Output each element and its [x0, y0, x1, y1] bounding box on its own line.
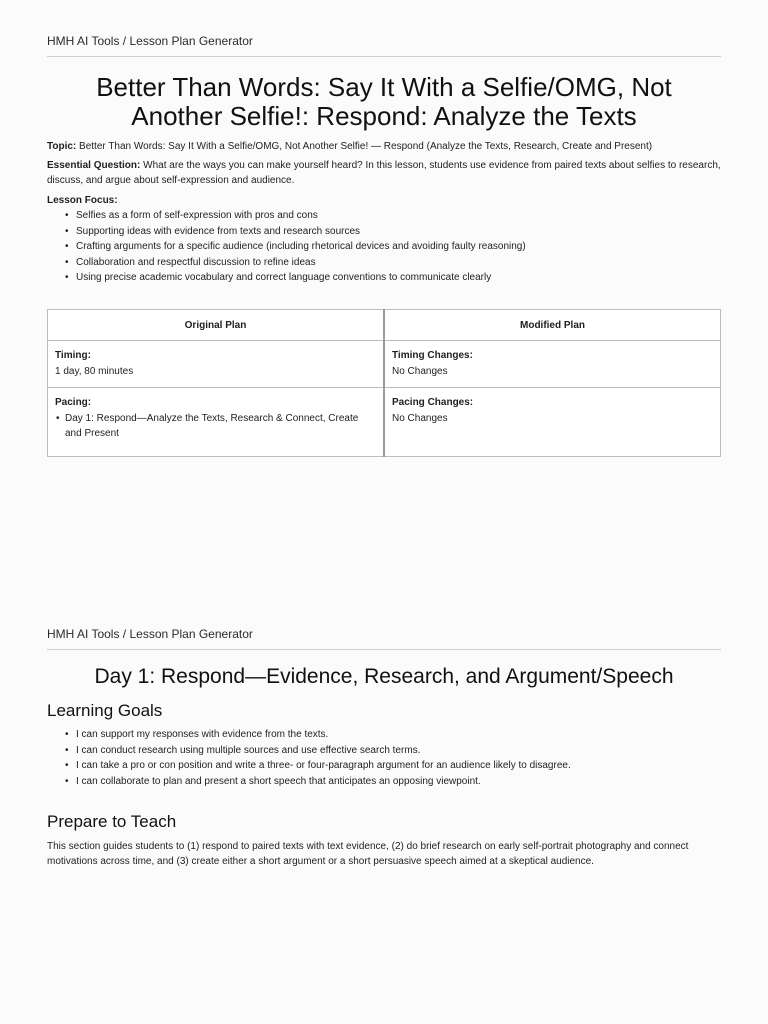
breadcrumb[interactable]: HMH AI Tools / Lesson Plan Generator	[47, 34, 253, 48]
pacing-cell	[48, 388, 385, 457]
modified-plan-header: Modified Plan	[384, 309, 721, 341]
essential-question-label: Essential Question:	[47, 160, 141, 171]
topic-text: Better Than Words: Say It With a Selfie/OMG, Not Another Selfie! — Respond (Analyze the Texts, Research, Create and Present)	[79, 141, 653, 152]
plan-comparison-table	[47, 309, 721, 457]
list-item: • I can support my responses with evidence from the texts.	[76, 727, 721, 743]
pacing-list	[55, 411, 376, 442]
pacing-changes-label: Pacing Changes:	[392, 397, 474, 408]
timing-label: Timing:	[55, 350, 91, 361]
list-item: • Supporting ideas with evidence from texts and research sources	[76, 224, 721, 240]
list-item: • Using precise academic vocabulary and correct language conventions to communicate clearly	[76, 270, 721, 286]
lesson-focus-label: Lesson Focus:	[47, 195, 118, 206]
divider	[47, 649, 721, 650]
list-item: • Day 1: Respond—Analyze the Texts, Research & Connect, Create and Present	[65, 411, 376, 442]
breadcrumb[interactable]: HMH AI Tools / Lesson Plan Generator	[47, 627, 253, 641]
original-plan-header: Original Plan	[48, 309, 385, 341]
prepare-to-teach-text: This section guides students to (1) respond to paired texts with text evidence, (2) do brief research on early self-portrait photography and connect motivations across time, and (3) create either a short argument or a short persuasive speech aimed at a skeptical audience.	[47, 841, 689, 867]
list-item: • Selfies as a form of self-expression with pros and cons	[76, 208, 721, 224]
pacing-changes-cell	[384, 388, 721, 457]
prepare-to-teach-heading: Prepare to Teach	[47, 812, 177, 831]
page-1	[47, 0, 721, 457]
topic-label: Topic:	[47, 141, 77, 152]
learning-goals-heading: Learning Goals	[47, 701, 163, 720]
timing-changes-cell	[384, 341, 721, 388]
learning-goals-list	[47, 727, 721, 789]
timing-changes-label: Timing Changes:	[392, 350, 473, 361]
table-header-row	[48, 309, 721, 341]
lesson-focus-list	[47, 208, 721, 286]
topic	[47, 139, 721, 154]
pacing-label: Pacing:	[55, 397, 92, 408]
lesson-title: Better Than Words: Say It With a Selfie/OMG, Not Another Selfie!: Respond: Analyze the Texts	[96, 72, 672, 131]
day-title: Day 1: Respond—Evidence, Research, and Argument/Speech	[94, 665, 674, 688]
pacing-changes-value: No Changes	[392, 412, 448, 424]
timing-changes-value: No Changes	[392, 365, 448, 377]
list-item: • I can conduct research using multiple sources and use effective search terms.	[76, 743, 721, 759]
timing-value: 1 day, 80 minutes	[55, 365, 134, 377]
divider	[47, 56, 721, 57]
timing-cell	[48, 341, 385, 388]
list-item: • Crafting arguments for a specific audience (including rhetorical devices and avoiding faulty reasoning)	[76, 239, 721, 255]
list-item: • I can collaborate to plan and present a short speech that anticipates an opposing viewpoint.	[76, 774, 721, 790]
page-2	[47, 617, 721, 873]
essential-question-text: What are the ways you can make yourself heard? In this lesson, students use evidence from paired texts about selfies to research, discuss, and argue about self-expression and audience.	[47, 160, 721, 186]
list-item: • I can take a pro or con position and write a three- or four-paragraph argument for an audience likely to disagree.	[76, 758, 721, 774]
list-item: • Collaboration and respectful discussion to refine ideas	[76, 255, 721, 271]
table-row	[48, 388, 721, 457]
essential-question	[47, 158, 721, 188]
table-row	[48, 341, 721, 388]
